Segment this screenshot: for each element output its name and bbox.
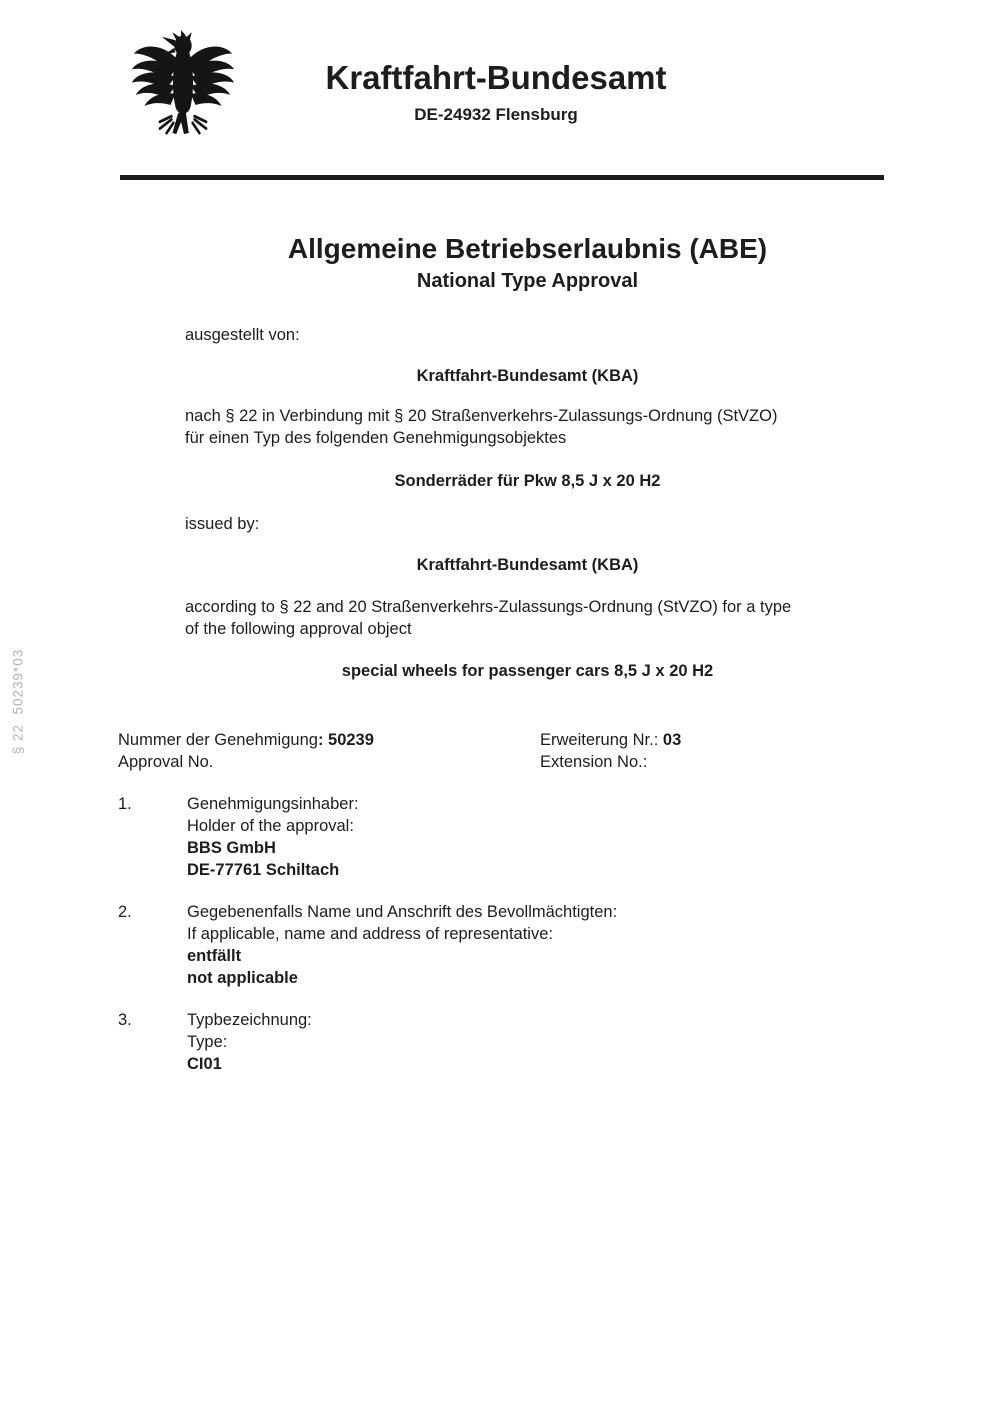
- item-number: 2.: [118, 903, 132, 921]
- item-value-line: entfällt: [187, 947, 242, 965]
- item-holder-of-approval: [118, 793, 878, 881]
- document-title-en: National Type Approval: [416, 270, 639, 292]
- item-label-en: If applicable, name and address of representative:: [187, 925, 553, 943]
- approval-object-en: special wheels for passenger cars 8,5 J x 20 H2: [341, 662, 714, 680]
- issuer-name-de: Kraftfahrt-Bundesamt (KBA): [416, 367, 639, 385]
- item-value-line: DE-77761 Schiltach: [187, 861, 340, 879]
- legal-basis-en: [185, 596, 875, 640]
- legal-basis-en-line2: of the following approval object: [185, 620, 412, 638]
- approval-number-label-en: Approval No.: [118, 753, 214, 771]
- agency-address: DE-24932 Flensburg: [414, 105, 578, 124]
- approval-numbers-row: [118, 729, 878, 773]
- item-number: 3.: [118, 1011, 132, 1029]
- item-label-en: Type:: [187, 1033, 228, 1051]
- item-type-designation: [118, 1009, 878, 1075]
- issued-by-label-de: ausgestellt von:: [185, 326, 300, 344]
- item-value-line: CI01: [187, 1055, 222, 1073]
- legal-basis-de-line2: für einen Typ des folgenden Genehmigungsobjektes: [185, 429, 567, 447]
- extension-number-label-de: Erweiterung Nr.:: [540, 731, 663, 749]
- agency-name: Kraftfahrt-Bundesamt: [325, 59, 667, 96]
- extension-number-value: 03: [662, 731, 682, 749]
- item-label-en: Holder of the approval:: [187, 817, 354, 835]
- extension-number-col: [540, 729, 870, 773]
- extension-number-label-en: Extension No.:: [540, 753, 648, 771]
- margin-watermark-text: § 22 50239*03: [10, 648, 26, 755]
- item-representative: [118, 901, 878, 989]
- item-value-line: BBS GmbH: [187, 839, 276, 857]
- item-value-line: not applicable: [187, 969, 298, 987]
- document-title-de: Allgemeine Betriebserlaubnis (ABE): [287, 233, 768, 264]
- legal-basis-de-line1: nach § 22 in Verbindung mit § 20 Straßenverkehrs-Zulassungs-Ordnung (StVZO): [185, 407, 778, 425]
- item-label-de: Typbezeichnung:: [187, 1011, 312, 1029]
- legal-basis-en-line1: according to § 22 and 20 Straßenverkehrs-Zulassungs-Ordnung (StVZO) for a type: [185, 598, 792, 616]
- item-label-de: Gegebenenfalls Name und Anschrift des Bevollmächtigten:: [187, 903, 618, 921]
- item-number: 1.: [118, 795, 132, 813]
- issued-by-label-en: issued by:: [185, 515, 260, 533]
- issuer-name-en: Kraftfahrt-Bundesamt (KBA): [416, 556, 639, 574]
- approval-number-value: : 50239: [317, 731, 374, 749]
- header-divider: [120, 175, 884, 180]
- approval-object-de: Sonderräder für Pkw 8,5 J x 20 H2: [394, 472, 661, 490]
- item-label-de: Genehmigungsinhaber:: [187, 795, 359, 813]
- legal-basis-de: [185, 405, 875, 449]
- approval-number-label-de: Nummer der Genehmigung: [118, 731, 318, 749]
